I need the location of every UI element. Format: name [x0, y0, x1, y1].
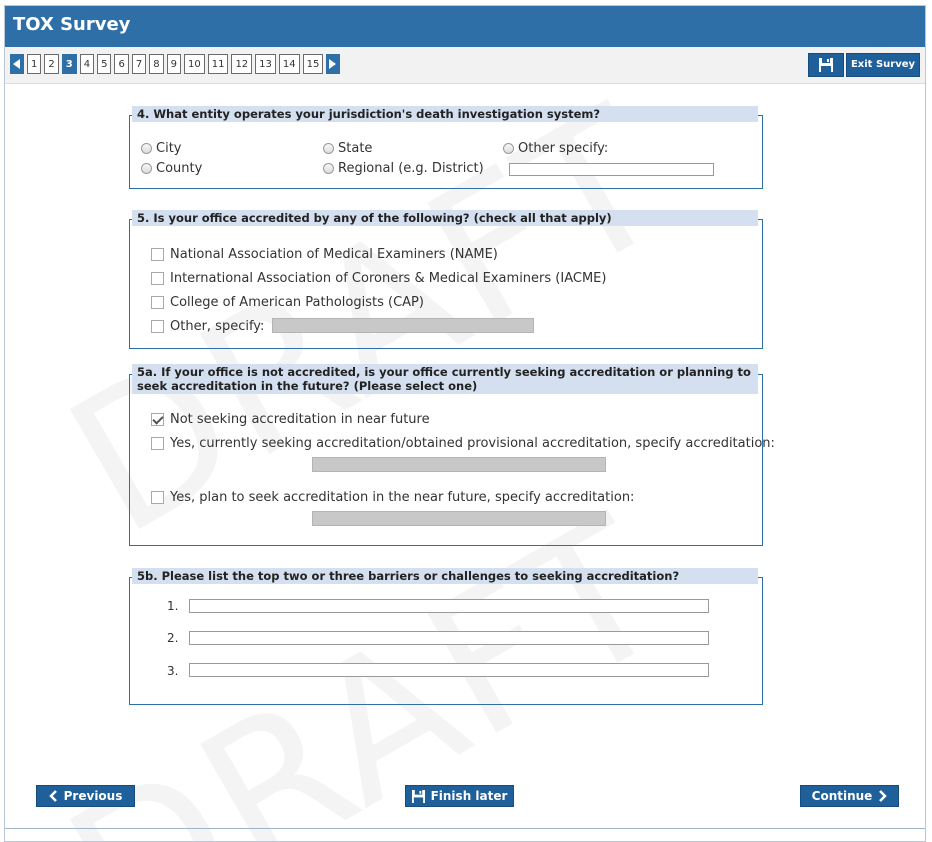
- option-other[interactable]: [503, 141, 608, 156]
- finish-later-label: Finish later: [430, 789, 508, 803]
- previous-button[interactable]: [36, 785, 135, 807]
- page-pager: [10, 54, 340, 74]
- option-plan-to-seek-label: Yes, plan to seek accreditation in the near future, specify accreditation:: [170, 490, 635, 505]
- page-6-button[interactable]: 6: [114, 54, 128, 74]
- survey-window: [4, 5, 926, 842]
- checkbox-other-accreditation[interactable]: [151, 320, 164, 333]
- barrier-2-input[interactable]: [189, 631, 709, 645]
- page-15-button[interactable]: 15: [303, 54, 324, 74]
- app-header: [5, 6, 925, 47]
- option-not-seeking[interactable]: [151, 412, 430, 427]
- radio-other[interactable]: [503, 143, 514, 154]
- option-city[interactable]: [141, 141, 181, 156]
- option-currently-seeking-label: Yes, currently seeking accreditation/obtained provisional accreditation, specify accreditation:: [170, 436, 775, 451]
- barrier-2-number: 2.: [167, 631, 179, 645]
- page-8-button[interactable]: 8: [149, 54, 163, 74]
- currently-seeking-specify-input[interactable]: [312, 457, 606, 472]
- barrier-1-input[interactable]: [189, 599, 709, 613]
- option-name[interactable]: [151, 247, 498, 262]
- page-1-button[interactable]: 1: [27, 54, 41, 74]
- save-button[interactable]: [808, 53, 844, 77]
- page-13-button[interactable]: 13: [255, 54, 276, 74]
- prev-page-button[interactable]: [10, 54, 24, 74]
- question-5a-title: 5a. If your office is not accredited, is your office currently seeking accreditation or planning to seek accreditation in the future? (Please select one): [132, 364, 758, 394]
- continue-button[interactable]: [800, 785, 899, 807]
- continue-label: Continue: [811, 789, 873, 803]
- checkbox-currently-seeking[interactable]: [151, 437, 164, 450]
- app-title: TOX Survey: [13, 14, 131, 35]
- option-currently-seeking[interactable]: [151, 436, 775, 451]
- option-city-label: City: [156, 141, 182, 156]
- plan-to-seek-specify-input[interactable]: [312, 511, 606, 526]
- page-navigation-bar: [5, 47, 925, 84]
- option-other-label: Other specify:: [518, 141, 609, 156]
- footer-divider: [5, 828, 925, 829]
- page-12-button[interactable]: 12: [231, 54, 252, 74]
- option-not-seeking-label: Not seeking accreditation in near future: [170, 412, 430, 427]
- floppy-disk-icon: [412, 790, 425, 803]
- checkbox-name[interactable]: [151, 248, 164, 261]
- page-14-button[interactable]: 14: [279, 54, 300, 74]
- finish-later-button[interactable]: [405, 785, 514, 807]
- checkbox-iacme[interactable]: [151, 272, 164, 285]
- question-4-box: [129, 115, 763, 189]
- page-3-button[interactable]: 3: [62, 54, 77, 74]
- page-5-button[interactable]: 5: [97, 54, 111, 74]
- q5-other-specify-input[interactable]: [272, 318, 534, 333]
- question-5-title: 5. Is your office accredited by any of the following? (check all that apply): [132, 210, 758, 226]
- page-9-button[interactable]: 9: [167, 54, 181, 74]
- option-regional-label: Regional (e.g. District): [338, 161, 484, 176]
- option-state-label: State: [338, 141, 373, 156]
- option-plan-to-seek[interactable]: [151, 490, 634, 505]
- chevron-left-icon: [49, 790, 58, 802]
- next-page-button[interactable]: [326, 54, 340, 74]
- q4-other-specify-input[interactable]: [509, 163, 714, 176]
- option-other-accreditation[interactable]: [151, 319, 264, 334]
- barrier-3-number: 3.: [167, 664, 179, 678]
- triangle-right-icon: [329, 59, 337, 69]
- radio-regional[interactable]: [323, 163, 334, 174]
- option-iacme-label: International Association of Coroners & Medical Examiners (IACME): [170, 271, 607, 286]
- page-11-button[interactable]: 11: [208, 54, 229, 74]
- checkbox-plan-to-seek[interactable]: [151, 491, 164, 504]
- option-county-label: County: [156, 161, 203, 176]
- question-5b-title: 5b. Please list the top two or three barriers or challenges to seeking accreditation?: [132, 568, 758, 584]
- radio-city[interactable]: [141, 143, 152, 154]
- question-4-title: 4. What entity operates your jurisdiction's death investigation system?: [132, 106, 758, 122]
- option-cap-label: College of American Pathologists (CAP): [170, 295, 424, 310]
- page-2-button[interactable]: 2: [44, 54, 58, 74]
- option-regional[interactable]: [323, 161, 484, 176]
- triangle-left-icon: [13, 59, 21, 69]
- option-county[interactable]: [141, 161, 202, 176]
- option-other-accreditation-label: Other, specify:: [170, 319, 265, 334]
- exit-survey-button[interactable]: Exit Survey: [846, 53, 920, 77]
- option-iacme[interactable]: [151, 271, 606, 286]
- radio-state[interactable]: [323, 143, 334, 154]
- previous-label: Previous: [63, 789, 123, 803]
- chevron-right-icon: [878, 790, 887, 802]
- checkbox-not-seeking[interactable]: [151, 413, 164, 426]
- barrier-1-number: 1.: [167, 599, 179, 613]
- radio-county[interactable]: [141, 163, 152, 174]
- option-state[interactable]: [323, 141, 372, 156]
- barrier-3-input[interactable]: [189, 663, 709, 677]
- option-name-label: National Association of Medical Examiners (NAME): [170, 247, 498, 262]
- option-cap[interactable]: [151, 295, 424, 310]
- checkbox-cap[interactable]: [151, 296, 164, 309]
- floppy-disk-icon: [819, 58, 833, 72]
- page-7-button[interactable]: 7: [132, 54, 146, 74]
- page-4-button[interactable]: 4: [80, 54, 94, 74]
- page-10-button[interactable]: 10: [184, 54, 205, 74]
